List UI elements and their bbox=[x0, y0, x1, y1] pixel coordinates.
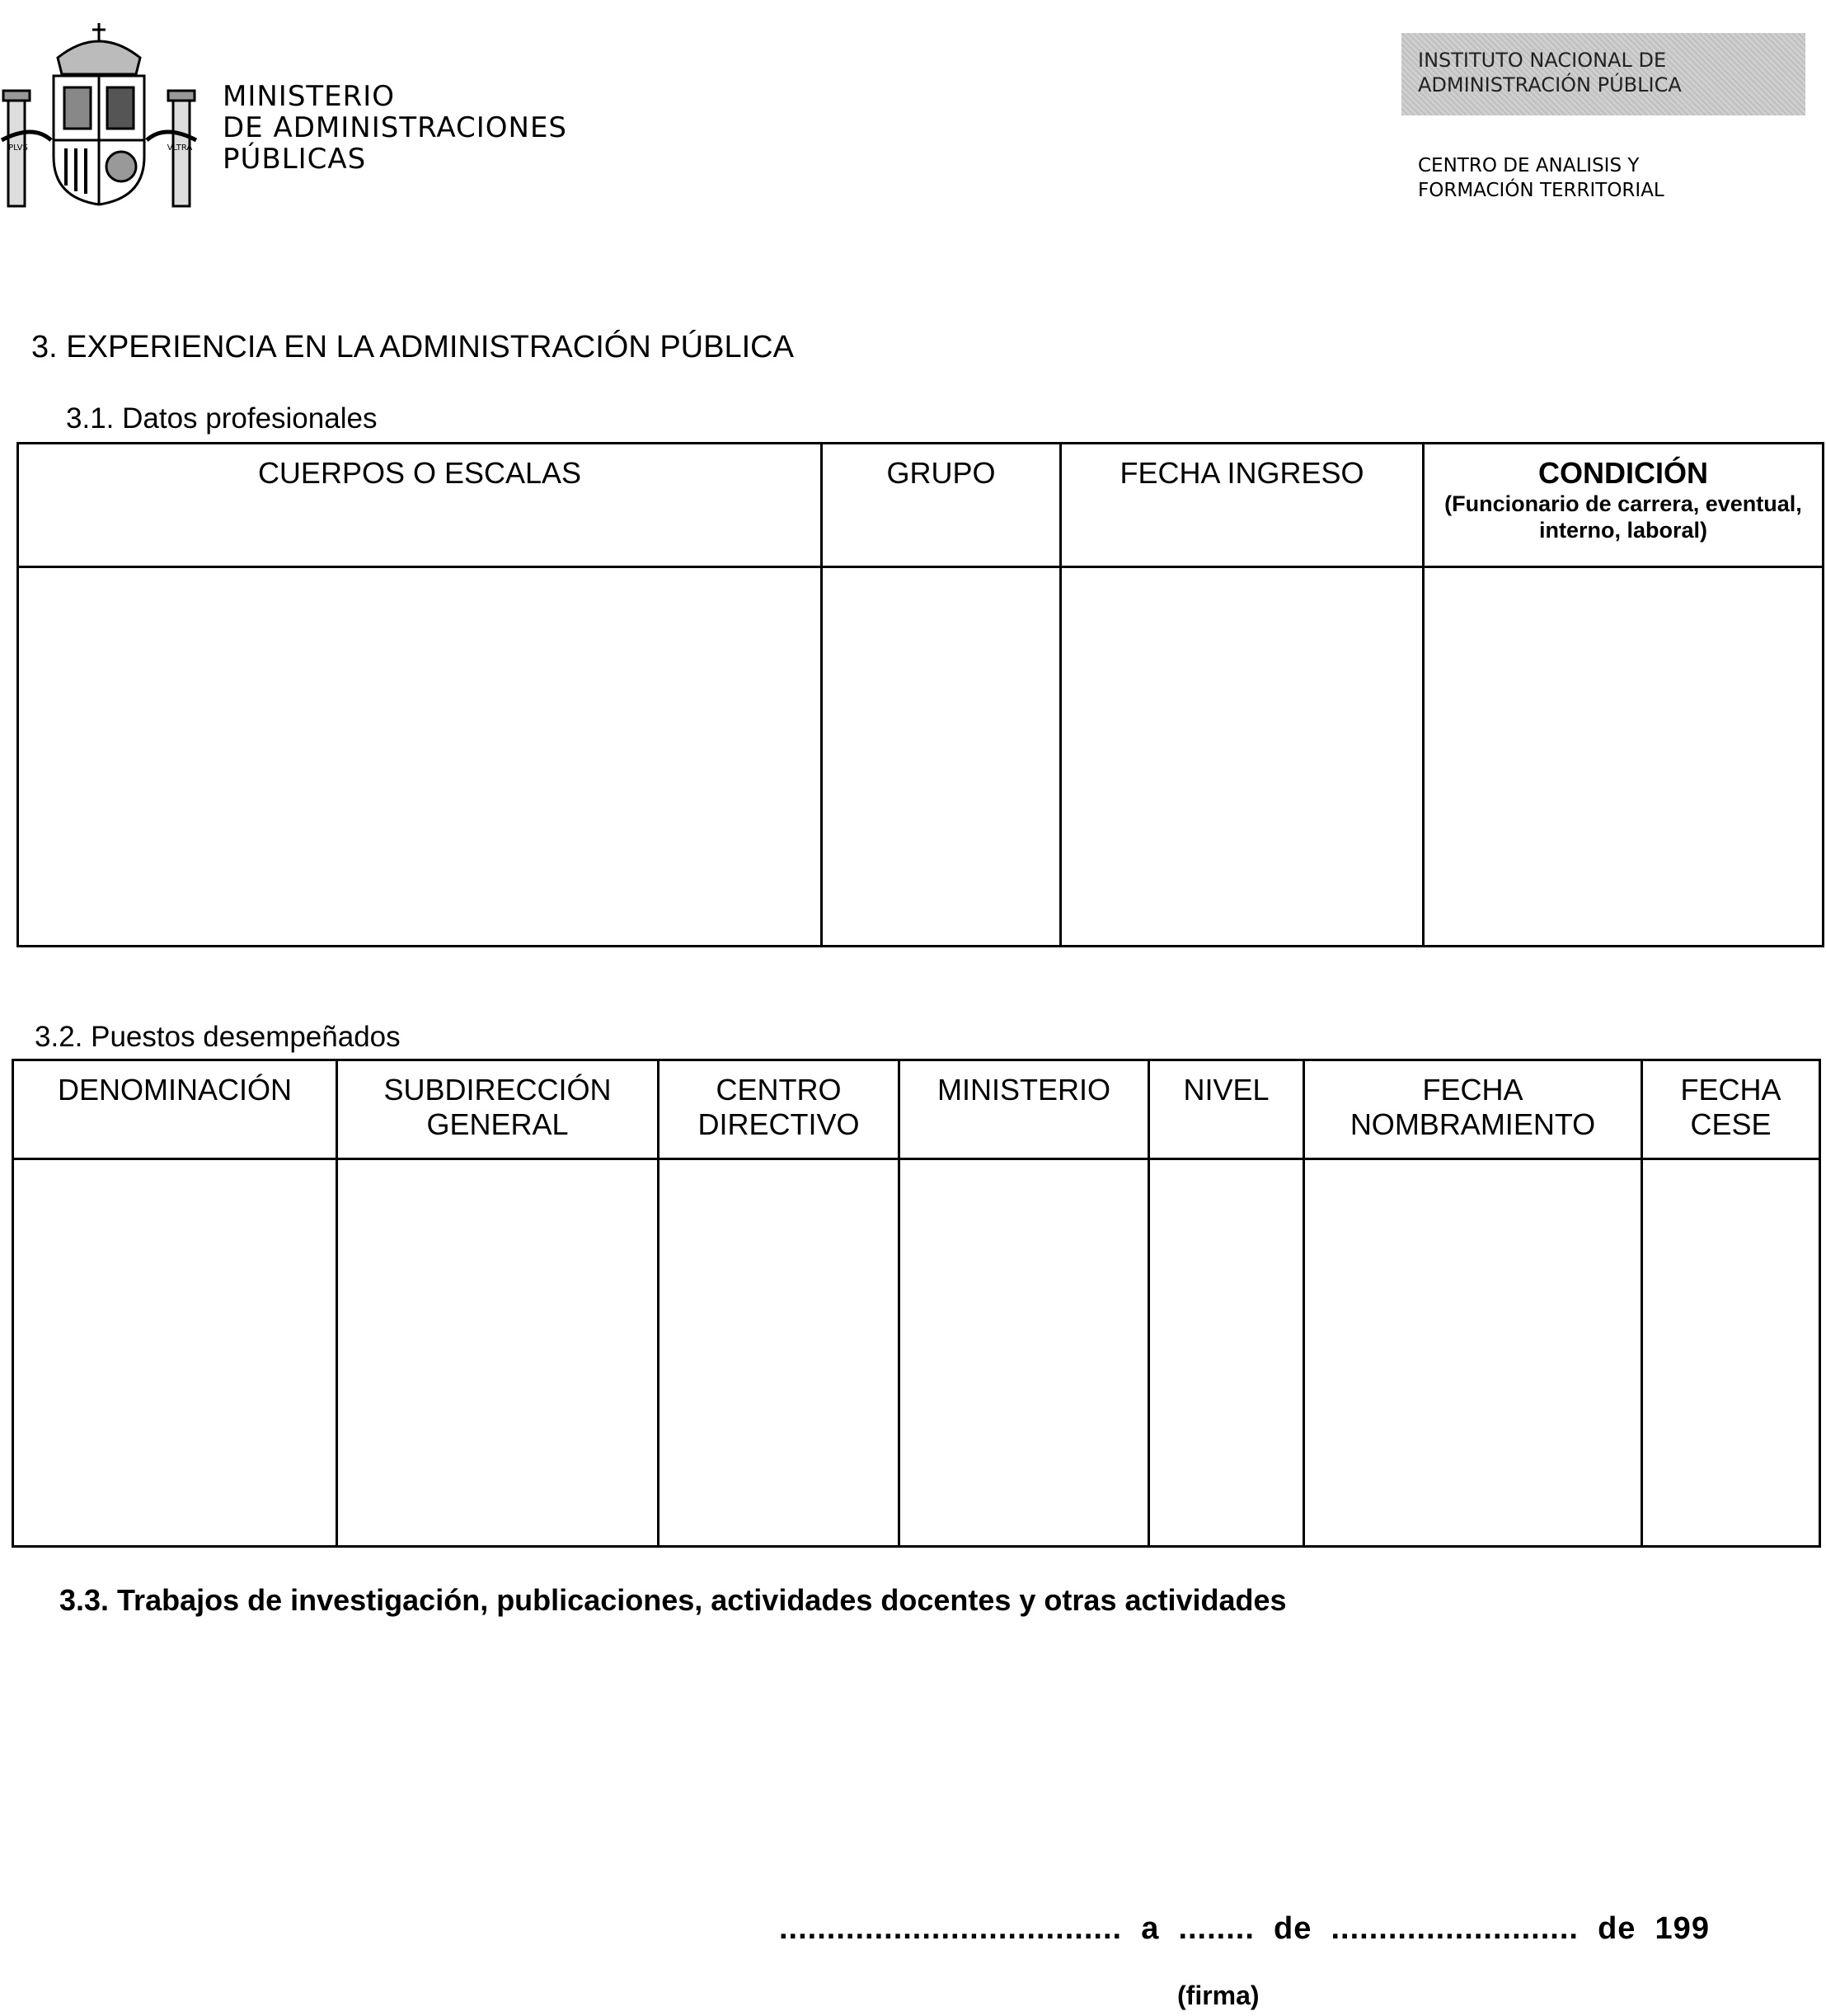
col-nivel: NIVEL bbox=[1149, 1060, 1304, 1159]
section-title: 3. EXPERIENCIA EN LA ADMINISTRACIÓN PÚBLICA bbox=[31, 330, 794, 364]
col-fecha-nombramiento: FECHA NOMBRAMIENTO bbox=[1304, 1060, 1642, 1159]
col-subdireccion: SUBDIRECCIÓN GENERAL bbox=[337, 1060, 659, 1159]
fecha-ingreso-field[interactable] bbox=[1061, 567, 1424, 947]
cuerpos-escalas-field[interactable] bbox=[18, 567, 822, 947]
ministry-name bbox=[223, 81, 567, 175]
centro-label bbox=[1418, 153, 1664, 203]
col-fecha-cese: FECHA CESE bbox=[1642, 1060, 1820, 1159]
inap-label bbox=[1401, 33, 1805, 115]
condicion-field[interactable] bbox=[1424, 567, 1824, 947]
col-centro-directivo: CENTRO DIRECTIVO bbox=[659, 1060, 899, 1159]
grupo-field[interactable] bbox=[822, 567, 1061, 947]
inap-line: INSTITUTO NACIONAL DE bbox=[1418, 49, 1667, 72]
coat-left-band-text: PLVS bbox=[8, 143, 28, 153]
centro-directivo-field[interactable] bbox=[659, 1159, 899, 1547]
ministerio-field[interactable] bbox=[899, 1159, 1149, 1547]
signature-label: (firma) bbox=[1177, 1981, 1260, 2010]
coat-right-band-text: VLTRA bbox=[167, 143, 193, 153]
inap-line: ADMINISTRACIÓN PÚBLICA bbox=[1418, 73, 1682, 96]
col-cuerpos-escalas: CUERPOS O ESCALAS bbox=[18, 444, 822, 567]
col-fecha-ingreso: FECHA INGRESO bbox=[1061, 444, 1424, 567]
col-grupo: GRUPO bbox=[822, 444, 1061, 567]
date-line[interactable]: .................................... a ........ de .......................... de 199 bbox=[779, 1911, 1710, 1946]
ministry-line: DE ADMINISTRACIONES bbox=[223, 111, 568, 144]
puestos-table bbox=[12, 1059, 1821, 1548]
ministry-line: PÚBLICAS bbox=[223, 143, 367, 176]
spanish-coat-of-arms-icon bbox=[0, 16, 198, 214]
col-condicion-note: (Funcionario de carrera, eventual, interno, laboral) bbox=[1444, 491, 1802, 543]
puestos-title: 3.2. Puestos desempeñados bbox=[35, 1021, 401, 1053]
nivel-field[interactable] bbox=[1149, 1159, 1304, 1547]
fecha-nombramiento-field[interactable] bbox=[1304, 1159, 1642, 1547]
col-condicion-label: CONDICIÓN bbox=[1538, 456, 1708, 490]
datos-profesionales-table bbox=[16, 442, 1824, 947]
trabajos-area[interactable] bbox=[33, 1641, 1805, 1888]
fecha-cese-field[interactable] bbox=[1642, 1159, 1820, 1547]
centro-line: CENTRO DE ANALISIS Y bbox=[1418, 155, 1640, 176]
trabajos-title: 3.3. Trabajos de investigación, publicaciones, actividades docentes y otras actividades bbox=[59, 1583, 1287, 1617]
centro-line: FORMACIÓN TERRITORIAL bbox=[1418, 180, 1664, 201]
datos-profesionales-title: 3.1. Datos profesionales bbox=[66, 402, 378, 435]
col-condicion bbox=[1424, 444, 1824, 567]
col-ministerio: MINISTERIO bbox=[899, 1060, 1149, 1159]
col-denominacion: DENOMINACIÓN bbox=[13, 1060, 337, 1159]
denominacion-field[interactable] bbox=[13, 1159, 337, 1547]
subdireccion-field[interactable] bbox=[337, 1159, 659, 1547]
ministry-line: MINISTERIO bbox=[223, 80, 396, 113]
